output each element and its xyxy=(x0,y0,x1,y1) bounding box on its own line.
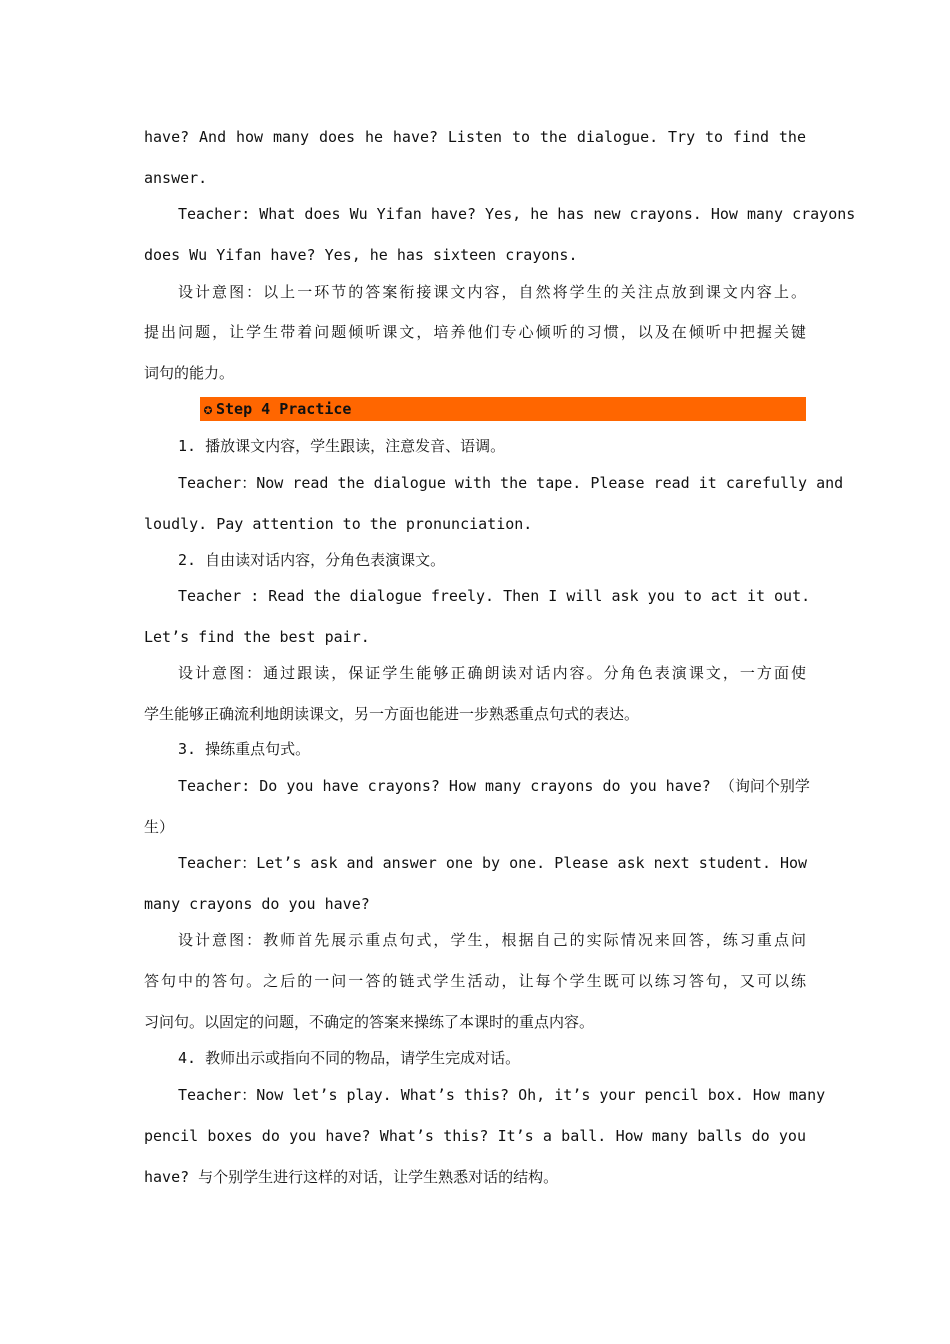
text-line: 习问句。以固定的问题，不确定的答案来操练了本课时的重点内容。 xyxy=(144,1013,595,1031)
text-line: 设计意图：通过跟读，保证学生能够正确朗读对话内容。分角色表演课文，一方面使 xyxy=(178,664,806,682)
text-line: 设计意图：以上一环节的答案衔接课文内容，自然将学生的关注点放到课文内容上。 xyxy=(178,283,806,301)
text-line: 1. 播放课文内容，学生跟读，注意发音、语调。 xyxy=(178,437,506,455)
text-line: many crayons do you have? xyxy=(144,895,370,913)
text-line: Teacher: Do you have crayons? How many crayons do you have? （询问个别学 xyxy=(178,777,810,795)
text-line: 提出问题，让学生带着问题倾听课文，培养他们专心倾听的习惯，以及在倾听中把握关键 xyxy=(144,323,806,341)
text-line: Teacher：Let’s ask and answer one by one. Please ask next student. How xyxy=(178,854,808,872)
text-line: 2. 自由读对话内容，分角色表演课文。 xyxy=(178,551,446,569)
text-line: loudly. Pay attention to the pronunciation. xyxy=(144,515,533,533)
text-line: Teacher: What does Wu Yifan have? Yes, he has new crayons. How many crayons xyxy=(178,205,856,223)
text-line: pencil boxes do you have? What’s this? It’s a ball. How many balls do you xyxy=(144,1127,806,1145)
text-line: does Wu Yifan have? Yes, he has sixteen crayons. xyxy=(144,246,578,264)
text-line: 设计意图：教师首先展示重点句式，学生，根据自己的实际情况来回答，练习重点问 xyxy=(178,931,806,949)
text-line: answer. xyxy=(144,169,208,187)
text-line: 3. 操练重点句式。 xyxy=(178,740,311,758)
text-line: have? And how many does he have? Listen to the dialogue. Try to find the xyxy=(144,128,806,146)
text-line: Teacher：Now read the dialogue with the tape. Please read it carefully and xyxy=(178,474,844,492)
step-header xyxy=(200,397,806,421)
step-title: Step 4 Practice xyxy=(216,400,352,418)
text-line: Teacher : Read the dialogue freely. Then I will ask you to act it out. xyxy=(178,587,811,605)
text-line: 词句的能力。 xyxy=(144,364,235,382)
star-icon: ✪ xyxy=(203,400,213,418)
text-line: Let’s find the best pair. xyxy=(144,628,370,646)
text-line: 生） xyxy=(144,818,175,836)
text-line: 答句中的答句。之后的一问一答的链式学生活动，让每个学生既可以练习答句，又可以练 xyxy=(144,972,806,990)
text-line: 4. 教师出示或指向不同的物品，请学生完成对话。 xyxy=(178,1049,521,1067)
text-line: 学生能够正确流利地朗读课文，另一方面也能进一步熟悉重点句式的表达。 xyxy=(144,705,640,723)
text-line: have? 与个别学生进行这样的对话，让学生熟悉对话的结构。 xyxy=(144,1168,559,1186)
text-line: Teacher：Now let’s play. What’s this? Oh, it’s your pencil box. How many xyxy=(178,1086,826,1104)
